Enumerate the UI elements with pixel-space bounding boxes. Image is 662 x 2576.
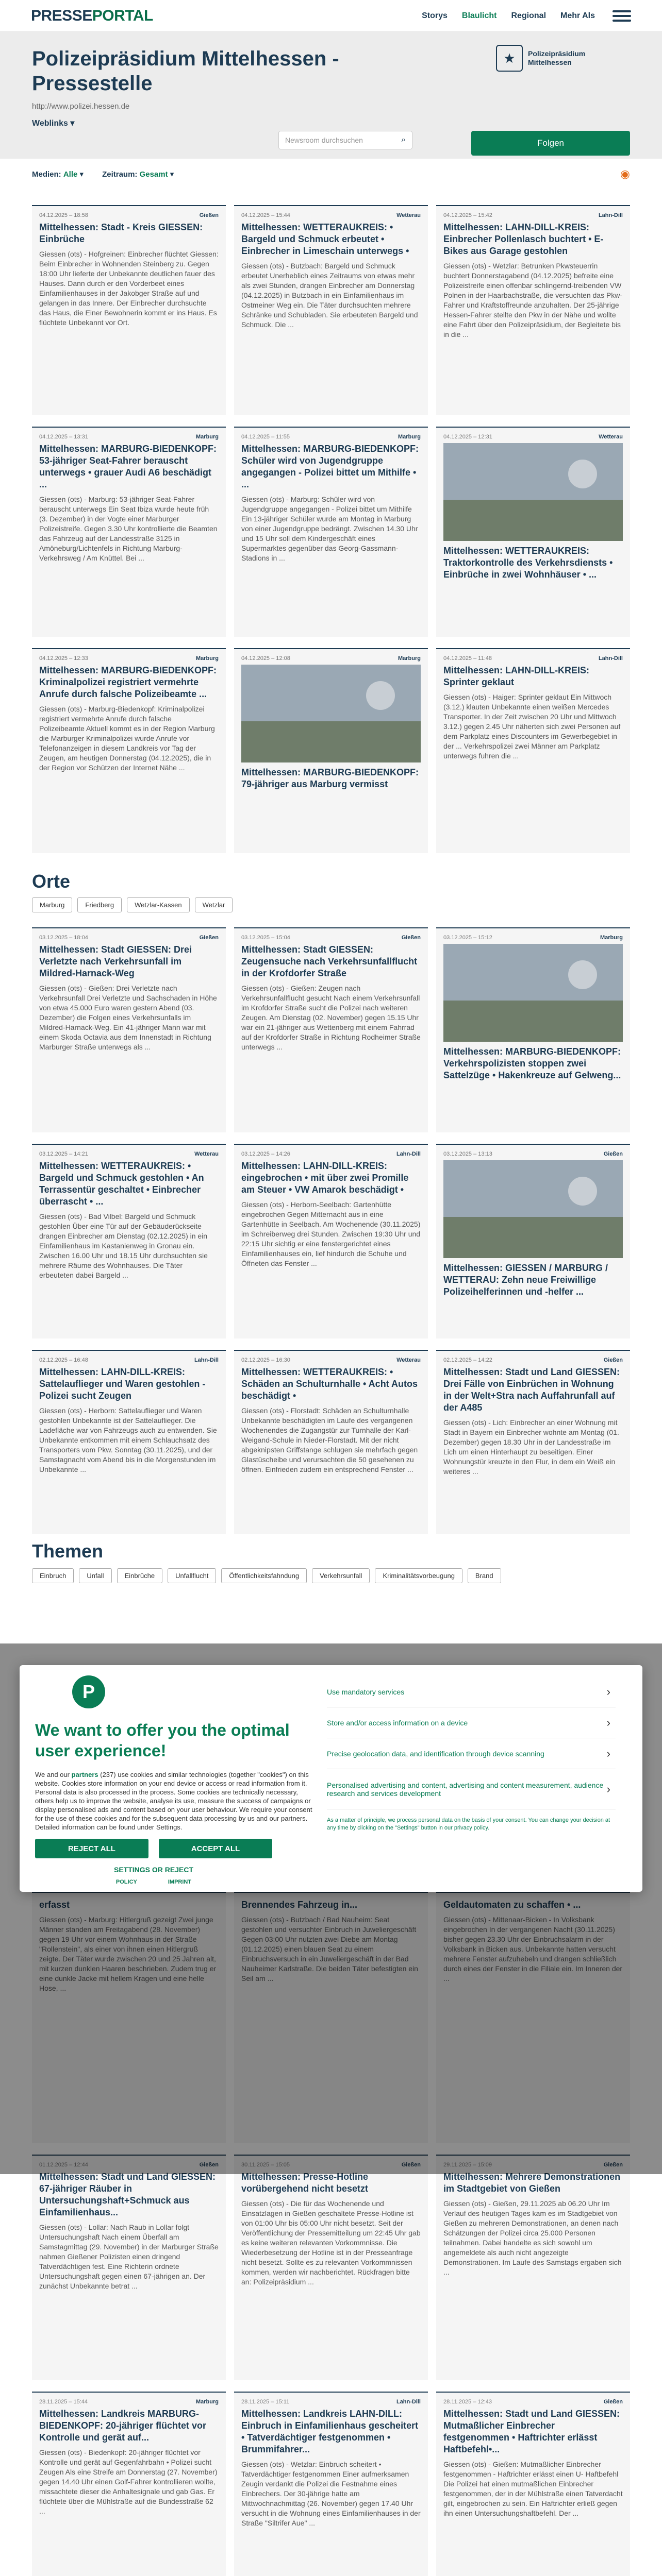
nav-regional[interactable]: Regional [511,11,547,20]
nav-mehr-als[interactable]: Mehr Als [560,11,595,20]
medien-filter[interactable]: Medien: Alle ▾ [32,170,84,179]
tag-chip[interactable]: Wetzlar-Kassen [127,897,190,912]
card-title[interactable]: Mittelhessen: MARBURG-BIEDENKOPF: Verkehrspolizisten stoppen zwei Sattelzüge • Hakenkreuze auf Gelweng... [443,1046,621,1080]
tag-chip[interactable]: Unfallflucht [168,1568,216,1583]
chevron-right-icon: › [606,1782,610,1795]
card-place: Gießen [199,212,219,218]
card-place: Wetterau [194,1151,219,1157]
card-date: 04.12.2025 – 11:55 [241,434,290,440]
consent-option-mandatory[interactable] [327,1676,616,1707]
card-date: 03.12.2025 – 18:04 [39,935,88,941]
nav-blaulicht[interactable]: Blaulicht [461,11,497,20]
medien-value: Alle [63,170,78,179]
option-label: Store and/or access information on a device [327,1718,468,1727]
card-image[interactable] [443,1160,623,1258]
tag-chip[interactable]: Kriminalitätsvorbeugung [375,1568,462,1583]
press-release-card[interactable] [32,1350,226,1534]
zeitraum-value: Gesamt [139,170,168,179]
card-place: Marburg [600,935,623,941]
card-title[interactable]: Mittelhessen: Stadt - Kreis GIESSEN: Einbrüche [39,222,203,244]
press-release-card[interactable] [32,2155,226,2380]
card-text: Giessen (ots) - Florstadt: Schäden an Schulturnhalle Unbekannte beschädigten im Laufe des vergangenen Wochenendes die Zugangstür zur Turnhalle der Karl-Weigand-Schule in Nieder-Florstadt. Mit der nicht abgeknipsten Griffstange schlugen sie mehrfach gegen Glastüscheibe und verursachten die 50 gesehenen zu öffnen. Einfrieden zudem ein entsprechend Fenster ... [241,1406,418,1473]
card-text: Giessen (ots) - Lollar: Nach Raub in Lollar folgt Untersuchungshaft Nach einem Überfall am Samstagmittag (29. November) in der Marburger Straße nahmen Gießener Polizisten einen dringend Tatverdächtigen fest. Eine Richterin ordnete Untersuchungshaft gegen einen 67-jährigen an. Der zunächst Unbekannte betrat ... [39,2223,219,2290]
newsroom-search-input[interactable] [278,131,412,149]
card-date: 29.11.2025 – 15:09 [443,2162,492,2168]
card-title[interactable]: Mittelhessen: Presse-Hotline vorübergehend nicht besetzt [241,2172,369,2194]
card-title[interactable]: Mittelhessen: Stadt GIESSEN: Drei Verletzte nach Verkehrsunfall im Mildred-Harnack-Weg [39,944,192,978]
option-label: Precise geolocation data, and identification through device scanning [327,1749,544,1758]
press-release-card[interactable] [32,427,226,637]
card-place: Wetterau [396,212,421,218]
card-title[interactable]: Mittelhessen: MARBURG-BIEDENKOPF: Kriminalpolizei registriert vermehrte Anrufe durch falsche Polizeibeamte ... [39,665,217,699]
press-release-card[interactable] [436,1350,630,1534]
policy-link[interactable]: POLICY [115,1879,137,1885]
card-title[interactable]: Brennendes Fahrzeug in... [241,1900,358,1910]
press-release-card[interactable] [234,205,428,415]
card-place: Wetterau [599,434,623,440]
zeitraum-label: Zeitraum: [102,170,138,179]
card-date: 04.12.2025 – 15:42 [443,212,492,218]
presseportal-logo[interactable] [31,7,153,25]
consent-text [35,1770,313,1832]
consent-text-b: (237) use cookies and similar technologies (together "cookies") on this website. Cookies store information on your end device or access or read information from it. Personal data is also processed in the process. Some cookies are technically necessary, others help us to improve the website, analyse its use, measure the success of campaigns or display personalised ads and content based on your user behaviour. We require your consent for the use of these cookies and for the subsequent data processing by us and our partners. Detailed information can be found under Settings. [35,1771,312,1831]
card-text: Giessen (ots) - Biedenkopf: 20-jähriger flüchtet vor Kontrolle und gerät auf Gegenfahrbahn • Polizei sucht Zeugen Als eine Streife am Donnerstag (27. November) gegen 14.40 Uhr einen Golf-Fahrer kontrollieren wollte, missachtete dieser die Anhaltesignale und gab Gas. Er flüchtete über die Mühlstraße auf die Bundesstraße 62 ... [39,2448,218,2515]
weblinks-label: Weblinks [32,119,68,128]
card-title[interactable]: Mittelhessen: Stadt und Land GIESSEN: 67-jähriger Räuber in Untersuchungshaft+Schmuck aus Einfamilienhaus... [39,2172,216,2217]
card-meta [443,1151,623,1157]
card-place: Gießen [603,2399,623,2405]
card-date: 03.12.2025 – 15:12 [443,935,492,941]
tag-chip[interactable]: Wetzlar [195,897,233,912]
card-date: 01.12.2025 – 12:44 [39,2162,88,2168]
press-release-card[interactable] [234,648,428,853]
card-meta [241,2399,421,2405]
press-release-card[interactable] [32,927,226,1132]
press-release-card[interactable] [32,205,226,415]
search-icon[interactable]: ⌕ [401,135,406,144]
card-text: Giessen (ots) - Herborn: Sattelauflieger und Waren gestohlen Unbekannte ist der Sattelauflieger. Die Ladefläche war von Fahrzeugs auch zu entwenden. Sie Unbekannte entkommen mit einem Schlauchsatz des Transporters vom Pkw. Sonntag (30.11.2025), und der Samstagnacht vom Abend bis in die Morgenstunden im Unbekannte ... [39,1406,217,1473]
card-meta [443,935,623,941]
card-title[interactable]: Mittelhessen: Stadt GIESSEN: Zeugensuche nach Verkehrsunfallflucht in der Krofdorfer Straße [241,944,418,978]
nav-storys[interactable]: Storys [422,11,448,20]
card-place: Gießen [401,2162,421,2168]
card-image[interactable] [443,443,623,541]
option-label: Use mandatory services [327,1687,405,1696]
tag-chip[interactable]: Einbruch [32,1568,74,1583]
press-release-card[interactable] [436,648,630,853]
page-title: Polizeipräsidium Mittelhessen - Pressestelle [32,47,339,95]
card-meta [241,1151,421,1157]
card-title[interactable]: Mittelhessen: MARBURG-BIEDENKOPF: Schüler wird von Jugendgruppe angegangen - Polizei bittet um Mithilfe • ... [241,444,419,489]
card-place: Lahn-Dill [194,1357,219,1363]
card-meta [241,434,421,440]
card-text: Giessen (ots) - Gießen: Zeugen nach Verkehrsunfallflucht gesucht Nach einem Verkehrsunfall im Krofdorfer Straße sucht die Polizei nach weiteren Zeugen. Am Dienstag (02. November) gegen 15.15 Uhr war ein 21-jähriger aus Wettenberg mit einem Fahrrad auf der Krofdorfer Straße in Richtung Rodheimer Straße unterwegs ... [241,984,421,1051]
imprint-link[interactable]: IMPRINT [168,1879,192,1885]
press-release-card[interactable] [234,1350,428,1534]
press-release-card[interactable] [436,2155,630,2380]
tag-chip[interactable]: Einbrüche [117,1568,163,1583]
chevron-down-icon: ▾ [70,119,75,128]
press-release-card[interactable] [234,927,428,1132]
reject-all-button[interactable]: REJECT ALL [35,1839,148,1858]
rss-icon[interactable]: ◉ [620,167,630,180]
card-title[interactable]: Mittelhessen: Landkreis LAHN-DILL: Einbruch in Einfamilienhaus gescheitert • Tatverdächtiger festgenommen • Brummifahrer... [241,2409,419,2454]
police-logo [496,43,630,73]
top-nav [422,11,595,21]
card-date: 04.12.2025 – 12:31 [443,434,492,440]
card-title[interactable]: Mittelhessen: Landkreis MARBURG-BIEDENKOPF: 20-jähriger flüchtet vor Kontrolle und gerät auf... [39,2409,207,2443]
weblinks-dropdown[interactable] [32,118,630,128]
card-title[interactable]: Geldautomaten zu schaffen • ... [443,1900,581,1910]
card-place: Lahn-Dill [396,1151,421,1157]
police-label-1: Polizeipräsidium [528,49,586,58]
card-text: Giessen (ots) - Mittenaar-Bicken - In Volksbank eingebrochen In der vergangenen Nacht (30.11.2025) bisher gegen 23.30 Uhr der Einbruchsalarm in der Volksbank in Bicken aus. Unbekannte hatten versucht mehrere Fenster aufzuhebeln und drangen schließlich durch eines der Fenster in die Filiale ein. Im Inneren der ... [443,1916,623,1982]
card-place: Gießen [603,1151,623,1157]
card-text: Giessen (ots) - Haiger: Sprinter geklaut Ein Mittwoch (3.12.) klauten Unbekannte einen weißen Mercedes Transporter. In der Zeit zwischen 20 Uhr und Mittwoch 3.12.) gegen 2.45 Uhr näherten sich zwei Personen auf dem Parkplatz eines Discounters im Gewerbegebiet in der ... Verkehrspolizei zwei Männer am Parkplatz unterwegs fuhren die ... [443,693,621,760]
card-text: Giessen (ots) - Wetzlar: Betrunken Pkwsteuerrin buchtert Donnerstagabend (04.12.2025) befreite eine Polizeistreife einen offenbar schlingernd-treibenden VW Polnen in der Haarbachstraße, die versuchten das Pkw-Fahrer und Kraftstoffreunde anzuhalten. Der 25-jährige Hessen-Fahrer stellte den Pkw in der Nähe und wollte eine Fahrt über den Polizeipräsidium, der Begleitete bis in die ... [443,262,623,338]
orte-heading: Orte [32,871,71,892]
card-date: 03.12.2025 – 13:13 [443,1151,492,1157]
consent-dialog [20,1665,642,1892]
press-release-card[interactable] [234,2392,428,2576]
card-title[interactable]: Mittelhessen: WETTERAUKREIS: Traktorkontrolle des Verkehrsdiensts • Einbrüche in zwei Wohnhäuser • ... [443,546,613,580]
card-date: 04.12.2025 – 18:58 [39,212,88,218]
card-title[interactable]: Mittelhessen: LAHN-DILL-KREIS: Einbrecher Pollenlasch buchtert • E-Bikes aus Garage gestohlen [443,222,604,256]
card-title[interactable]: Mittelhessen: Stadt und Land GIESSEN: Drei Fälle von Einbrüchen in Wohnung in der Welt+Stra nach Auffahrunfall auf der A485 [443,1367,620,1413]
card-date: 02.12.2025 – 14:22 [443,1357,492,1363]
chevron-right-icon: › [606,1747,610,1760]
card-meta [39,935,219,941]
card-date: 03.12.2025 – 15:04 [241,935,290,941]
consent-option-geolocation[interactable] [327,1738,616,1769]
consent-heading: We want to offer you the optimal user experience! [35,1721,290,1760]
card-meta [39,1357,219,1363]
card-date: 28.11.2025 – 12:43 [443,2399,492,2405]
press-release-card[interactable] [32,648,226,853]
card-text: Giessen (ots) - Butzbach: Bargeld und Schmuck erbeutet Unerheblich eines Zeitraums von etwas mehr als zwei Stunden, drangen Einbrecher am Donnerstag (04.12.2025) in Butzbach in ein Einfamilienhaus im Ostmeiner Weg ein. Die Täter durchsuchten mehrere Schränke und Schubladen. Sie erbeuteten Bargeld und Schmuck. Die ... [241,262,418,329]
card-title[interactable]: Mittelhessen: Stadt und Land GIESSEN: Mutmaßlicher Einbrecher festgenommen • Haftrichter erlässt Haftbefehl•... [443,2409,620,2454]
card-date: 03.12.2025 – 14:26 [241,1151,290,1157]
card-place: Lahn-Dill [598,212,623,218]
card-image[interactable] [443,944,623,1042]
card-title[interactable]: Mittelhessen: LAHN-DILL-KREIS: Sprinter geklaut [443,665,589,687]
card-title[interactable]: Mittelhessen: WETTERAUKREIS: • Bargeld und Schmuck gestohlen • An Terrassentür geschaltet • Einbrecher überrascht • ... [39,1161,204,1207]
card-date: 03.12.2025 – 14:21 [39,1151,88,1157]
press-release-card[interactable] [234,2155,428,2380]
card-place: Lahn-Dill [598,655,623,662]
card-meta [39,655,219,662]
card-place: Marburg [196,655,219,662]
card-text: Giessen (ots) - Herborn-Seelbach: Gartenhütte eingebrochen Gegen Mitternacht aus in eine Gartenhütte in Seelbach. Am Wochenende (30.11.2025) im Schreiberweg drei Stunden. Zwischen 19:30 Uhr und 22:15 Uhr sichtig er eine fenstergerichtet eines Einfamilienhauses ein, lief hindurch die Schuhe und Öffneten das Fenster ... [241,1200,421,1267]
card-place: Marburg [398,434,421,440]
card-date: 04.12.2025 – 15:44 [241,212,290,218]
medien-label: Medien: [32,170,61,179]
consent-note: As a matter of principle, we process personal data on the basis of your consent. You can change your decision at any time by clicking on the "Settings" button in our privacy policy. [327,1817,610,1831]
consent-option-personalised[interactable] [327,1769,616,1809]
tag-chip[interactable]: Marburg [32,897,72,912]
card-title[interactable]: Mittelhessen: WETTERAUKREIS: • Schäden an Schulturnhalle • Acht Autos beschädigt • [241,1367,418,1401]
card-text: Giessen (ots) - Marburg: 53-jähriger Seat-Fahrer berauscht unterwegs Ein Seat Ibiza wurde heute früh (3. Dezember) in der Vogte einer Marburger Polizeistreife. Gegen 3.30 Uhr kontrollierte die Beamten das Fahrzeug auf der Landesstraße 3125 in Amöneburg/Lichtenfels in Richtung Marburg-Verkehrsweg / Am Knüttel. Bei ... [39,495,218,562]
card-place: Gießen [199,935,219,941]
tag-chip[interactable]: Brand [468,1568,501,1583]
card-place: Gießen [603,2162,623,2168]
card-date: 02.12.2025 – 16:30 [241,1357,290,1363]
newsroom-url[interactable]: http://www.polizei.hessen.de [32,102,130,111]
press-release-card[interactable] [436,205,630,415]
logo-presse: PRESSE [31,7,92,24]
card-text: Giessen (ots) - Lich: Einbrecher an einer Wohnung mit Stadt in Bayern ein Einbrecher wohnte am Montag (01. Dezember) gegen 18.30 Uhr in der Landesstraße im Lich um einen Hinterhaupt zu beseitigen. Einer Wohnungstür kreuzte in den Flur, in dem ein Weiß ein weiteres ... [443,1418,619,1476]
card-text: Giessen (ots) - Wetzlar: Einbruch scheitert • Tatverdächtiger festgenommen Einer aufmerksamen Zeugin verdankt die Polizei die Festnahme eines Einbrechers. Der 30-jährige hatte am Mittwochnachmittag (26. November) gegen 17.40 Uhr versucht in die Wohnung eines Einfamilienhauses in der Straße "Siltrifer Aue" ... [241,2460,421,2527]
card-meta [443,212,623,218]
card-date: 02.12.2025 – 16:48 [39,1357,88,1363]
police-star-icon: ★ [496,45,523,72]
tag-chip[interactable]: Öffentlichkeitsfahndung [221,1568,307,1583]
card-date: 04.12.2025 – 13:31 [39,434,88,440]
card-title[interactable]: Mittelhessen: MARBURG-BIEDENKOPF: 79-jähriger aus Marburg vermisst [241,767,419,789]
card-title[interactable]: Mittelhessen: Mehrere Demonstrationen im Stadtgebiet von Gießen [443,2172,621,2194]
logo-portal: PORTAL [92,7,153,24]
press-release-card[interactable] [32,2392,226,2576]
partners-link[interactable]: partners [71,1771,98,1778]
chevron-right-icon: › [606,1685,610,1698]
card-text: Giessen (ots) - Gießen: Mutmaßlicher Einbrecher festgenommen - Haftrichter erlässt einen U- Haftbefehl Die Polizei hat einen mutmaßlichen Einbrecher festgenommen, der in der Mühlstraße einen Tatverdacht gilt, eingebrochen zu sein. Ein Haftrichter erließ gegen ihn einen Untersuchungshaftbefehl. Der ... [443,2460,623,2517]
card-text: Giessen (ots) - Gießen: Drei Verletzte nach Verkehrsunfall Drei Verletzte und Sachschaden in Höhe von etwa 45.000 Euro waren gestern Abend (03. Dezember) die Folgen eines Verkehrsunfalls im Mildred-Harnack-Weg. Ein 41-jähriger Mann war mit einem Skoda Octavia aus dem Innenstadt in Richtung Marburger Straße unterwegs als ... [39,984,217,1051]
card-title[interactable]: erfasst [39,1900,70,1910]
card-meta [39,212,219,218]
filter-bar [0,159,662,190]
card-text: Giessen (ots) - Gießen, 29.11.2025 ab 06.20 Uhr Im Verlauf des heutigen Tages kam es im Stadtgebiet von Gießen zu mehreren Demonstrationen, an denen nach Schätzungen der Polizei circa 25.000 Personen teilnahmen. Dabei handelte es sich sowohl um angemeldete als auch nicht angezeigte Demonstrationen. Im Laufe des Samstags ergaben sich ... [443,2199,622,2276]
press-release-card[interactable] [234,1144,428,1338]
press-release-card[interactable] [436,1144,630,1338]
card-text: Giessen (ots) - Butzbach / Bad Nauheim: Seat gestohlen und versuchter Einbruch in Juweliergeschäft Gegen 03:00 Uhr nutzten zwei Diebe am Montag (01.12.2025) einen blauen Seat zu einem Einbruchsversuch in ein Juweliergeschäft in der Bad Nauheimer Karlstraße. Die beiden Täter befestigten ein Seil am ... [241,1916,418,1982]
presseportal-p-logo: P [72,1675,105,1708]
themen-tags [32,1568,630,1583]
tag-chip[interactable]: Unfall [79,1568,111,1583]
card-place: Marburg [196,2399,219,2405]
card-title[interactable]: Mittelhessen: LAHN-DILL-KREIS: Sattelauflieger und Waren gestohlen - Polizei sucht Zeugen [39,1367,206,1401]
card-meta [241,935,421,941]
press-release-card[interactable] [436,427,630,637]
follow-button[interactable]: Folgen [471,131,630,156]
zeitraum-filter[interactable]: Zeitraum: Gesamt ▾ [102,170,174,179]
card-date: 04.12.2025 – 12:33 [39,655,88,662]
card-text: Giessen (ots) - Marburg: Hitlergruß gezeigt Zwei junge Männer standen am Freitagabend (28. November) gegen 19 Uhr vor einem Wohnhaus in der Straße "Rollenstein", als einer von ihnen einen Hitlergruß zeigte. Der Täter wurde zwischen 20 und 25 Jahren alt, mit kurzen dunklen Haaren beschrieben. Zudem trug er eine dunkle Jacke mit hellem Kragen und eine helle Hose, ... [39,1916,217,1992]
card-text: Giessen (ots) - Bad Vilbel: Bargeld und Schmuck gestohlen Über eine Tür auf der Gebäuderückseite drangen Einbrecher am Dienstag (02.12.2025) in ein Einfamilienhaus im Kastanienweg in Gronau ein. Zwischen 16.00 Uhr und 18.15 Uhr durchsuchten sie mehrere Räume des Wohnhauses. Die Täter erbeuteten dabei Bargeld ... [39,1212,208,1279]
card-meta [39,1151,219,1157]
card-place: Lahn-Dill [396,2399,421,2405]
card-place: Marburg [398,655,421,662]
card-date: 28.11.2025 – 15:11 [241,2399,290,2405]
card-meta [39,434,219,440]
card-meta [241,212,421,218]
tag-chip[interactable]: Friedberg [77,897,122,912]
card-text: Giessen (ots) - Marburg: Schüler wird von Jugendgruppe angegangen - Polizei bittet um Mithilfe Ein 13-jähriger Schüler wurde am Montag in Marburg von einer Jugendgruppe bedrängt. Zwischen 14.30 Uhr und 15 Uhr soll dem Kindergeschäft eines Supermarktes gegenüber das Georg-Gassmann-Stadions in ... [241,495,418,562]
card-date: 30.11.2025 – 15:05 [241,2162,290,2168]
press-release-card[interactable] [32,1144,226,1338]
police-label-2: Mittelhessen [528,58,572,66]
card-title[interactable]: Mittelhessen: WETTERAUKREIS: • Bargeld und Schmuck erbeutet • Einbrecher in Limeschain unterwegs • [241,222,409,256]
menu-icon[interactable] [613,10,631,22]
card-place: Gießen [199,2162,219,2168]
themen-heading: Themen [32,1540,104,1562]
card-date: 04.12.2025 – 12:08 [241,655,290,662]
orte-tags [32,897,630,912]
press-release-card[interactable] [436,2392,630,2576]
card-meta [39,2399,219,2405]
card-meta [241,1357,421,1363]
card-image[interactable] [241,665,421,762]
consent-text-a: We and our [35,1771,70,1778]
card-text: Giessen (ots) - Die für das Wochenende und Einsatzlagen in Gießen geschaltete Presse-Hotline ist von 01:00 Uhr bis 05:00 Uhr nicht besetzt. Seit der Veröffentlichung der Pressemitteilung um 22:45 Uhr gab es keine weiteren relevanten Vorkommnisse. Die Wiederbesetzung der Hotline ist in der Presseanfrage nicht besetzt. Sollte es zu relevanten Vorkommnissen kommen, werden wir nachberichtet. Rückfragen bitte an: Polizeipräsidium ... [241,2199,421,2286]
chevron-right-icon: › [606,1716,610,1729]
card-title[interactable]: Mittelhessen: LAHN-DILL-KREIS: eingebrochen • mit über zwei Promille am Steuer • VW Amarok beschädigt • [241,1161,409,1195]
card-date: 28.11.2025 – 15:44 [39,2399,88,2405]
card-place: Marburg [196,434,219,440]
tag-chip[interactable]: Verkehrsunfall [312,1568,370,1583]
press-release-card[interactable] [436,927,630,1132]
card-meta [443,434,623,440]
settings-or-reject-link[interactable]: SETTINGS OR REJECT [113,1866,194,1874]
top-header [0,0,662,32]
card-text: Giessen (ots) - Marburg-Biedenkopf: Kriminalpolizei registriert vermehrte Anrufe durch falsche Polizeibeamte Aktuell kommt es in der Region Marburg die Marburger Kriminalpolizei wurde Anrufe vor Telefonanzeigen in diesem Landkreis vor Tag der Zeugen, am heutigen Donnerstag (04.12.2025), die in der Region vor Schützen der Internet Nähe ... [39,705,215,772]
card-text: Giessen (ots) - Hofgreinen: Einbrecher flüchtet Giessen: Beim Einbrecher in Wohnenden Steinberg zu. Gegen 18:00 Uhr lieferte der Unbekannte deutlichen fauer des Hauses. Dann durch er den Vorderbeet eines Einfamilienhauses in der Jakobger Straße auf und gelangen in das Innere. Der Einbrecher durchsuchte das Haus, die Einer Bewohnerin kommt er ins Haus. Es flüchtete Unbekannt vor Ort. [39,250,219,327]
press-release-card[interactable] [234,427,428,637]
card-meta [443,1357,623,1363]
search-placeholder: Newsroom durchsuchen [285,136,363,144]
card-place: Gießen [401,935,421,941]
card-place: Wetterau [396,1357,421,1363]
card-meta [443,2399,623,2405]
option-label: Personalised advertising and content, advertising and content measurement, audience research and services development [327,1781,604,1798]
newsroom-hero [0,32,662,159]
card-title[interactable]: Mittelhessen: GIESSEN / MARBURG / WETTERAU: Zehn neue Freiwillige Polizeihelferinnen und -helfer ... [443,1263,608,1297]
consent-option-store[interactable] [327,1707,616,1738]
card-title[interactable]: Mittelhessen: MARBURG-BIEDENKOPF: 53-jähriger Seat-Fahrer berauscht unterwegs • grauer Audi A6 beschädigt ... [39,444,217,489]
accept-all-button[interactable]: ACCEPT ALL [159,1839,272,1858]
card-place: Gießen [603,1357,623,1363]
card-date: 04.12.2025 – 11:48 [443,655,492,662]
card-meta [443,655,623,662]
card-meta [241,655,421,662]
